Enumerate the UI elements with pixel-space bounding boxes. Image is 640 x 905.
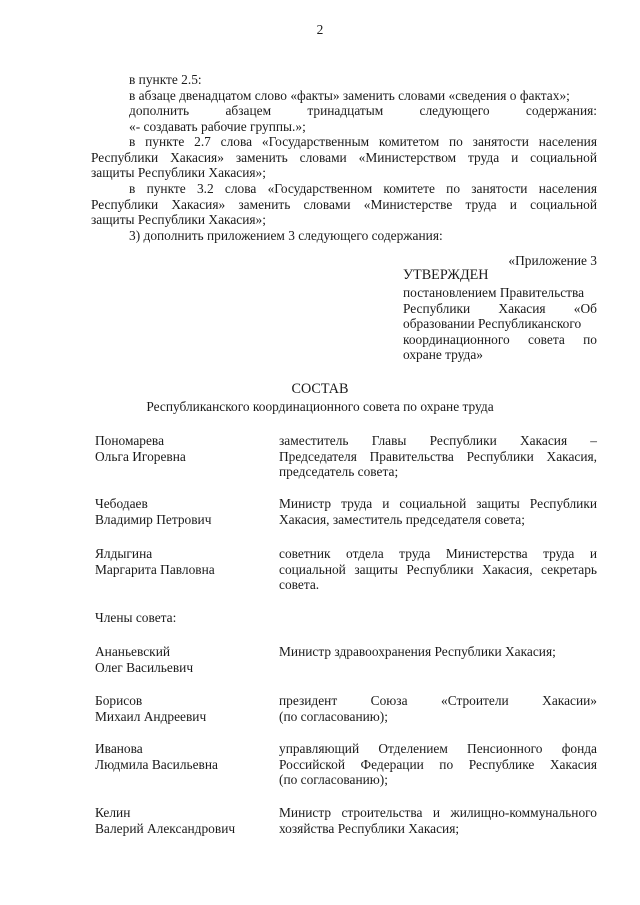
surname: Пономарева [95,433,165,448]
member-role [279,693,597,724]
surname: Борисов [95,693,143,708]
amendment-item-3 [91,228,597,244]
text-line: защиты Республики Хакасия»; [91,165,266,181]
member-role [279,433,597,480]
document-title: СОСТАВ [291,381,349,397]
member-role [279,805,597,836]
member-name [95,741,275,772]
role-line: председатель совета; [279,464,399,480]
role-line: Российской Федерации по Республике Хакасия [279,756,597,772]
text-line: защиты Республики Хакасия»; [91,212,266,228]
role-line: Министр труда и социальной защиты Республики [279,496,597,511]
member-name [95,496,275,527]
role-line: Министр строительства и жилищно-коммунального [279,805,597,820]
page-number: 2 [316,22,324,37]
role-line: советник отдела труда Министерства труда и [279,546,597,561]
member-role [279,644,597,660]
surname: Чебодаев [95,496,148,511]
approval-line: охране труда» [403,347,483,363]
given-names: Маргарита Павловна [95,561,215,577]
text-line: 3) дополнить приложением 3 следующего содержания: [129,228,443,243]
surname: Иванова [95,741,143,756]
document-subtitle: Республиканского координационного совета по охране труда [146,399,494,414]
text-line: в абзаце двенадцатом слово «факты» заменить словами «сведения о фактах»; [129,87,570,103]
approval-line: образовании Республиканского [403,316,582,332]
member-name [95,644,275,675]
amendment-item-3-2 [91,181,597,228]
role-line: президент Союза «Строители Хакасии» [279,693,597,708]
surname: Ялдыгина [95,546,153,561]
role-line: социальной защиты Республики Хакасия, секретарь [279,561,597,577]
role-line: (по согласованию); [279,772,388,788]
member-role [279,496,597,527]
text-line: «- создавать рабочие группы.»; [129,118,306,134]
text-line: в пункте 3.2 слова «Государственном комитете по занятости населения [129,181,597,196]
approval-heading: УТВЕРЖДЕН [403,267,489,283]
approval-line: координационного совета по [403,331,597,347]
text-line: Республики Хакасия» заменить словами «Министерстве труда и социальной [91,196,597,212]
role-line: заместитель Главы Республики Хакасия – [279,433,597,448]
given-names: Владимир Петрович [95,511,212,527]
given-names: Людмила Васильевна [95,756,218,772]
member-name [95,805,275,836]
role-line: Хакасия, заместитель председателя совета; [279,511,525,527]
role-line: управляющий Отделением Пенсионного фонда [279,741,597,756]
approval-line: Республики Хакасия «Об [403,300,597,316]
member-role [279,546,597,593]
role-line: Председателя Правительства Республики Хакасия, [279,448,597,464]
given-names: Олег Васильевич [95,659,194,675]
surname: Келин [95,805,131,820]
appendix-label: «Приложение 3 [508,253,597,268]
role-line: (по согласованию); [279,708,388,724]
text-line: дополнить абзацем тринадцатым следующего содержания: [129,103,597,118]
role-line: Министр здравоохранения Республики Хакасия; [279,644,556,659]
amendment-item-2-7 [91,134,597,181]
approval-block [403,285,597,363]
member-role [279,741,597,788]
members-label: Члены совета: [95,610,177,625]
role-line: хозяйства Республики Хакасия; [279,820,460,836]
member-name [95,546,275,577]
text-line: в пункте 2.5: [129,72,202,87]
text-line: в пункте 2.7 слова «Государственным комитетом по занятости населения [129,134,597,149]
role-line: совета. [279,577,320,593]
amendment-item-2-5 [91,72,597,103]
member-name [95,693,275,724]
given-names: Ольга Игоревна [95,448,186,464]
text-line: Республики Хакасия» заменить словами «Министерством труда и социальной [91,149,597,165]
approval-line: постановлением Правительства [403,285,585,300]
given-names: Михаил Андреевич [95,708,207,724]
surname: Ананьевский [95,644,171,659]
given-names: Валерий Александрович [95,820,236,836]
member-name [95,433,275,464]
amendment-add-paragraph [91,103,597,134]
